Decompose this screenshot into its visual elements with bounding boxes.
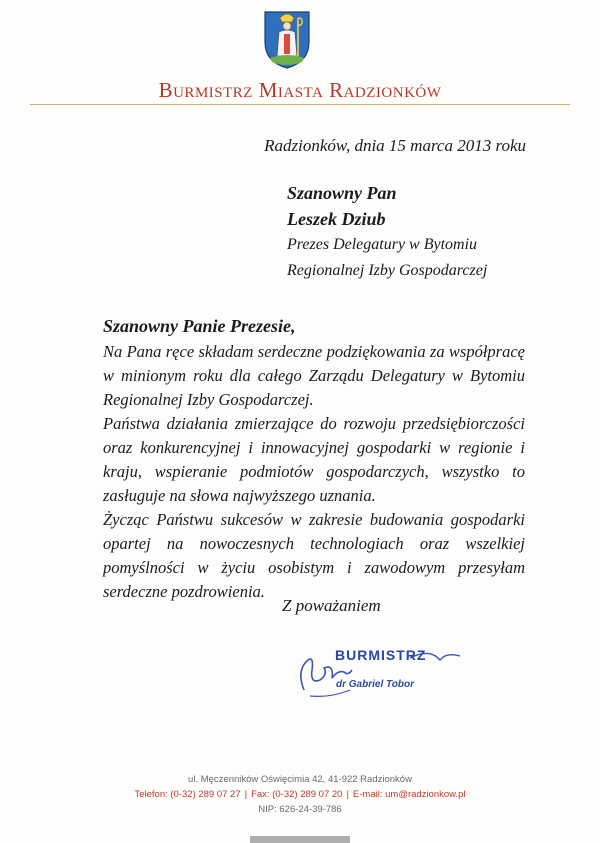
- letterhead-footer: [0, 772, 600, 817]
- body-paragraph: Na Pana ręce składam serdeczne podziękowania za współpracę w minionym roku dla całego Zarządu Delegatury w Bytomiu Regionalnej Izby Gospodarczej.: [103, 342, 525, 409]
- body-paragraph: Życząc Państwu sukcesów w zakresie budowania gospodarki opartej na nowoczesnych technologiach oraz wszelkiej pomyślności w życiu osobistym i zawodowym przesyłam serdeczne pozdrowienia.: [103, 510, 525, 601]
- stamp-title: BURMISTRZ: [335, 647, 427, 663]
- footer-phone: Telefon: (0-32) 289 07 27: [134, 789, 241, 800]
- header-divider: [30, 104, 570, 105]
- footer-website-fragment: [250, 836, 350, 843]
- place-date: Radzionków, dnia 15 marca 2013 roku: [264, 136, 526, 155]
- footer-address: ul. Męczenników Oświęcimia 42, 41-922 Radzionków: [188, 774, 412, 785]
- addressee-role-line1: Prezes Delegatury w Bytomiu: [287, 236, 478, 253]
- stamp-name: dr Gabriel Tobor: [336, 679, 414, 690]
- addressee-name: Leszek Dziub: [287, 209, 386, 229]
- addressee-block: [287, 180, 487, 284]
- letter-closing: Z poważaniem: [282, 596, 381, 615]
- footer-fax: Fax: (0-32) 289 07 20: [251, 789, 343, 800]
- body-paragraph: Państwa działania zmierzające do rozwoju przedsiębiorczości oraz konkurencyjnej i innowacyjnej gospodarki w regionie i kraju, wspieranie podmiotów gospodarczych, wszystko to zasługuje na słowa najwyższego uznania.: [103, 414, 525, 505]
- footer-contacts: Telefon: (0-32) 289 07 27 | Fax: (0-32) 289 07 20 | E-mail: um@radzionkow.pl: [134, 789, 466, 800]
- addressee-salutation: Szanowny Pan: [287, 183, 397, 203]
- letter-body: [103, 340, 525, 604]
- coat-of-arms-icon: [262, 8, 312, 70]
- footer-nip: NIP: 626-24-39-786: [258, 804, 342, 815]
- footer-email: E-mail: um@radzionkow.pl: [352, 789, 466, 800]
- addressee-role-line2: Regionalnej Izby Gospodarczej: [287, 262, 488, 279]
- issuer-title: Burmistrz Miasta Radzionków: [158, 78, 442, 102]
- letter-greeting: Szanowny Panie Prezesie,: [103, 316, 296, 336]
